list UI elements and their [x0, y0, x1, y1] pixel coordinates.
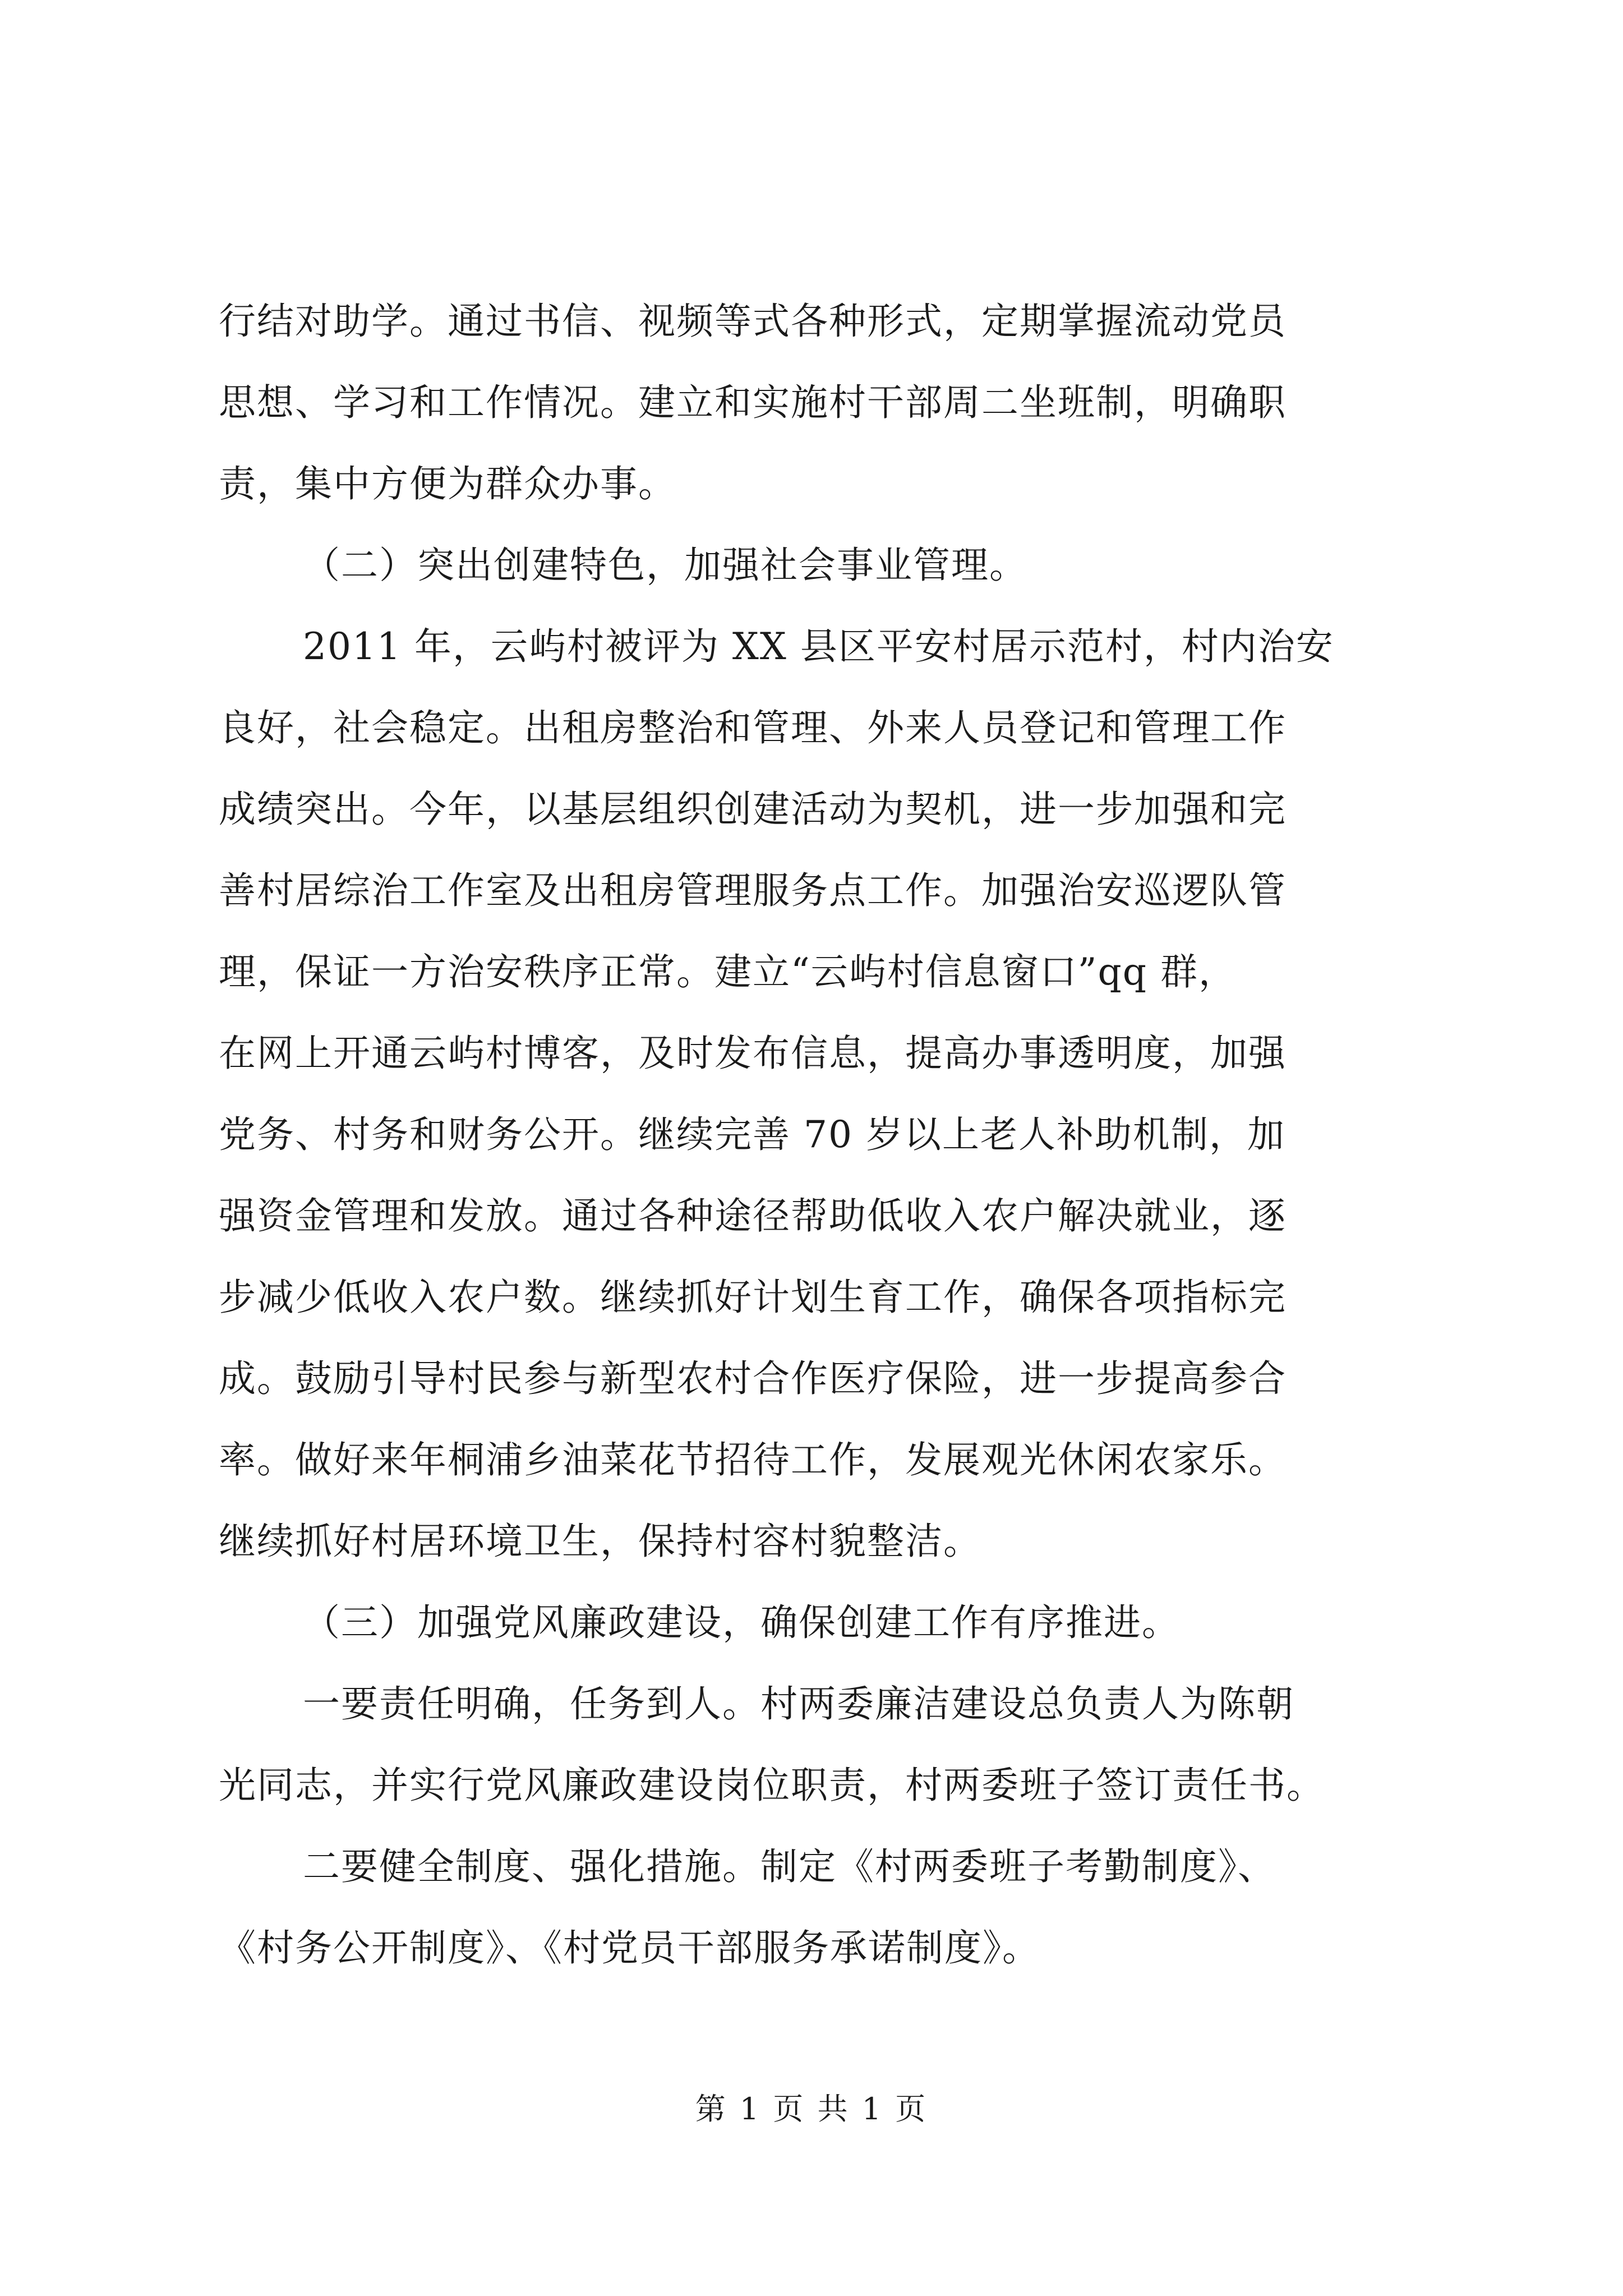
- text-line: 《村务公开制度》、《村党员干部服务承诺制度》。: [219, 1926, 1040, 1970]
- text-line: 善村居综治工作室及出租房管理服务点工作。加强治安巡逻队管: [219, 869, 1287, 912]
- section-heading: （二）突出创建特色，加强社会事业管理。: [303, 544, 1027, 587]
- text-line: 成绩突出。今年，以基层组织创建活动为契机，进一步加强和完: [219, 788, 1287, 831]
- text-line: 继续抓好村居环境卫生，保持村容村貌整洁。: [219, 1520, 981, 1563]
- text-line: 一要责任明确，任务到人。村两委廉洁建设总负责人为陈朝: [303, 1682, 1294, 1726]
- page-footer: [0, 2090, 1623, 2129]
- text-line: 步减少低收入农户数。继续抓好计划生育工作，确保各项指标完: [219, 1276, 1287, 1319]
- text-line: 思想、学习和工作情况。建立和实施村干部周二坐班制，明确职: [219, 381, 1287, 424]
- text-line: 党务、村务和财务公开。继续完善 70 岁以上老人补助机制，加: [219, 1113, 1285, 1156]
- text-line: 2011 年，云屿村被评为 XX 县区平安村居示范村，村内治安: [303, 625, 1334, 668]
- text-line: 良好，社会稳定。出租房整治和管理、外来人员登记和管理工作: [219, 706, 1287, 749]
- document-body: [219, 280, 1419, 1989]
- text-line: 强资金管理和发放。通过各种途径帮助低收入农户解决就业，逐: [219, 1194, 1287, 1237]
- text-line: 光同志，并实行党风廉政建设岗位职责，村两委班子签订责任书。: [219, 1764, 1325, 1807]
- text-line: 理，保证一方治安秩序正常。建立“云屿村信息窗口”qq 群，: [219, 950, 1237, 993]
- text-line: 率。做好来年桐浦乡油菜花节招待工作，发展观光休闲农家乐。: [219, 1438, 1287, 1481]
- text-line: 责，集中方便为群众办事。: [219, 462, 676, 505]
- section-heading: （三）加强党风廉政建设，确保创建工作有序推进。: [303, 1601, 1180, 1644]
- text-line: 成。鼓励引导村民参与新型农村合作医疗保险，进一步提高参合: [219, 1357, 1287, 1400]
- page-number-label: 第 1 页 共 1 页: [695, 2091, 928, 2127]
- text-line: 二要健全制度、强化措施。制定《村两委班子考勤制度》、: [303, 1845, 1276, 1888]
- text-line: 在网上开通云屿村博客，及时发布信息，提高办事透明度，加强: [219, 1032, 1287, 1075]
- text-line: 行结对助学。通过书信、视频等式各种形式，定期掌握流动党员: [219, 300, 1287, 343]
